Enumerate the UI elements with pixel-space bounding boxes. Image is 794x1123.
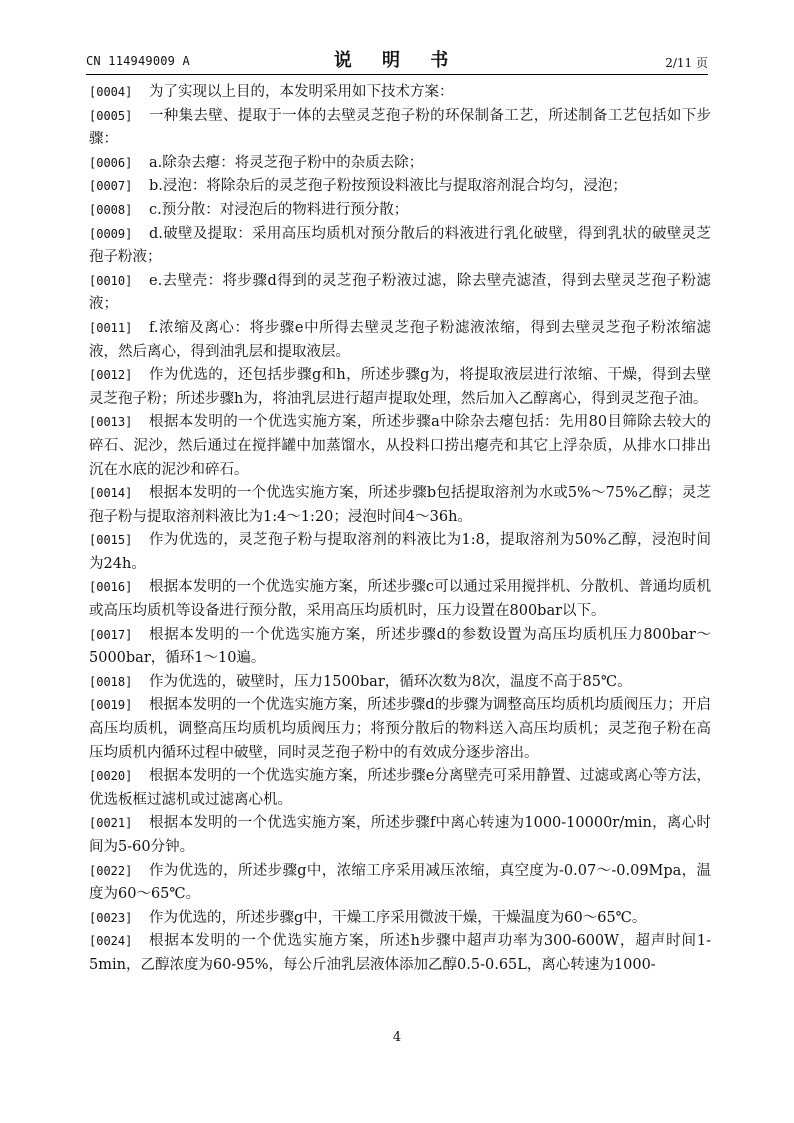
paragraph-number: [0013] bbox=[89, 415, 133, 430]
paragraph bbox=[89, 175, 711, 199]
paragraph bbox=[89, 529, 711, 576]
paragraph-text: d.破壁及提取：采用高压均质机对预分散后的料液进行乳化破壁，得到乳状的破壁灵芝孢子粉液； bbox=[89, 225, 711, 266]
paragraph-text: 作为优选的，所述步骤g中，干燥工序采用微波干燥，干燥温度为60～65℃。 bbox=[149, 909, 647, 926]
paragraph-text: 根据本发明的一个优选实施方案，所述步骤f中离心转速为1000-10000r/min，离心时间为5-60分钟。 bbox=[89, 815, 711, 855]
paragraph-number: [0004] bbox=[89, 85, 133, 99]
document-body bbox=[89, 81, 711, 978]
paragraph-text: 作为优选的，灵芝孢子粉与提取溶剂的料液比为1:8，提取溶剂为50%乙醇，浸泡时间为24h。 bbox=[89, 532, 711, 572]
paragraph bbox=[89, 624, 711, 671]
paragraph bbox=[89, 199, 711, 223]
header-rule bbox=[86, 74, 708, 75]
paragraph bbox=[89, 671, 711, 695]
paragraph-number: [0017] bbox=[89, 627, 133, 642]
paragraph-text: e.去壁壳：将步骤d得到的灵芝孢子粉液过滤，除去壁壳滤渣，得到去壁灵芝孢子粉滤液； bbox=[89, 272, 711, 313]
paragraph-number: [0005] bbox=[89, 108, 133, 123]
paragraph-text: b.浸泡：将除杂后的灵芝孢子粉按预设料液比与提取溶剂混合均匀，浸泡； bbox=[149, 178, 627, 195]
paragraph bbox=[89, 860, 711, 907]
paragraph-text: 作为优选的，还包括步骤g和h，所述步骤g为，将提取液层进行浓缩、干燥，得到去壁灵芝孢子粉；所述步骤h为，将油乳层进行超声提取处理，然后加入乙醇离心，得到灵芝孢子油。 bbox=[89, 367, 711, 407]
paragraph-number: [0011] bbox=[89, 320, 133, 335]
paragraph-text: 根据本发明的一个优选实施方案，所述步骤d的参数设置为高压均质机压力800bar～5000bar，循环1～10遍。 bbox=[89, 626, 711, 667]
paragraph bbox=[89, 765, 711, 812]
paragraph bbox=[89, 576, 711, 623]
paragraph-text: 根据本发明的一个优选实施方案，所述步骤e分离壁壳可采用静置、过滤或离心等方法，优选板框过滤机或过滤离心机。 bbox=[89, 768, 711, 808]
paragraph-text: 根据本发明的一个优选实施方案，所述步骤b包括提取溶剂为水或5%～75%乙醇；灵芝孢子粉与提取溶剂料液比为1:4～1:20；浸泡时间4～36h。 bbox=[89, 485, 711, 525]
page-header bbox=[86, 46, 708, 72]
paragraph-number: [0012] bbox=[89, 368, 133, 383]
paragraph-number: [0007] bbox=[89, 179, 133, 194]
paragraph bbox=[89, 694, 711, 765]
paragraph-number: [0021] bbox=[89, 816, 133, 831]
paragraph-number: [0008] bbox=[89, 202, 133, 217]
page-reference: 2/11 页 bbox=[665, 56, 708, 70]
paragraph bbox=[89, 105, 711, 152]
paragraph-number: [0016] bbox=[89, 580, 133, 595]
paragraph bbox=[89, 270, 711, 317]
paragraph-text: 一种集去壁、提取于一体的去壁灵芝孢子粉的环保制备工艺，所述制备工艺包括如下步骤： bbox=[89, 107, 711, 148]
paragraph bbox=[89, 317, 711, 364]
document-title: 说 明 书 bbox=[333, 50, 461, 71]
paragraph-number: [0020] bbox=[89, 769, 133, 784]
paragraph bbox=[89, 152, 711, 176]
paragraph bbox=[89, 930, 711, 977]
paragraph-number: [0023] bbox=[89, 910, 133, 925]
publication-number: CN 114949009 A bbox=[86, 54, 190, 68]
paragraph bbox=[89, 364, 711, 411]
paragraph bbox=[89, 81, 711, 105]
paragraph-text: 为了实现以上目的，本发明采用如下技术方案： bbox=[149, 84, 454, 100]
paragraph-text: 根据本发明的一个优选实施方案，所述h步骤中超声功率为300-600W，超声时间1-5min，乙醇浓度为60-95%，每公斤油乳层液体添加乙醇0.5-0.65L，离心转速为1000- bbox=[89, 933, 711, 973]
paragraph-number: [0024] bbox=[89, 934, 133, 949]
page-number: 4 bbox=[392, 1030, 402, 1045]
paragraph-number: [0019] bbox=[89, 698, 133, 713]
paragraph-number: [0006] bbox=[89, 155, 133, 170]
paragraph-text: 作为优选的，破壁时，压力1500bar，循环次数为8次，温度不高于85℃。 bbox=[149, 673, 632, 690]
paragraph-number: [0018] bbox=[89, 674, 133, 689]
paragraph-text: 作为优选的，所述步骤g中，浓缩工序采用减压浓缩，真空度为-0.07～-0.09Mpa，温度为60～65℃。 bbox=[89, 862, 711, 903]
paragraph-number: [0009] bbox=[89, 226, 133, 241]
paragraph-text: 根据本发明的一个优选实施方案，所述步骤d的步骤为调整高压均质机均质阀压力；开启高压均质机，调整高压均质机均质阀压力；将预分散后的物料送入高压均质机；灵芝孢子粉在高压均质机内循环过程中破壁，同时灵芝孢子粉中的有效成分逐步溶出。 bbox=[89, 697, 711, 761]
paragraph-text: f.浓缩及离心：将步骤e中所得去壁灵芝孢子粉滤液浓缩，得到去壁灵芝孢子粉浓缩滤液，然后离心，得到油乳层和提取液层。 bbox=[89, 319, 711, 360]
paragraph-number: [0022] bbox=[89, 863, 133, 878]
paragraph bbox=[89, 812, 711, 859]
paragraph-number: [0015] bbox=[89, 533, 133, 548]
paragraph-text: 根据本发明的一个优选实施方案，所述步骤a中除杂去瘪包括：先用80目筛除去较大的碎石、泥沙，然后通过在搅拌罐中加蒸馏水，从投料口捞出瘪壳和其它上浮杂质，从排水口排出沉在水底的泥沙和碎石。 bbox=[89, 414, 711, 478]
paragraph bbox=[89, 482, 711, 529]
paragraph-number: [0014] bbox=[89, 486, 133, 501]
paragraph bbox=[89, 411, 711, 482]
paragraph bbox=[89, 907, 711, 931]
paragraph-text: 根据本发明的一个优选实施方案，所述步骤c可以通过采用搅拌机、分散机、普通均质机或高压均质机等设备进行预分散，采用高压均质机时，压力设置在800bar以下。 bbox=[89, 579, 711, 620]
paragraph-text: a.除杂去瘪：将灵芝孢子粉中的杂质去除； bbox=[149, 154, 424, 171]
paragraph-text: c.预分散：对浸泡后的物料进行预分散； bbox=[149, 201, 409, 218]
paragraph-number: [0010] bbox=[89, 273, 133, 288]
paragraph bbox=[89, 223, 711, 270]
